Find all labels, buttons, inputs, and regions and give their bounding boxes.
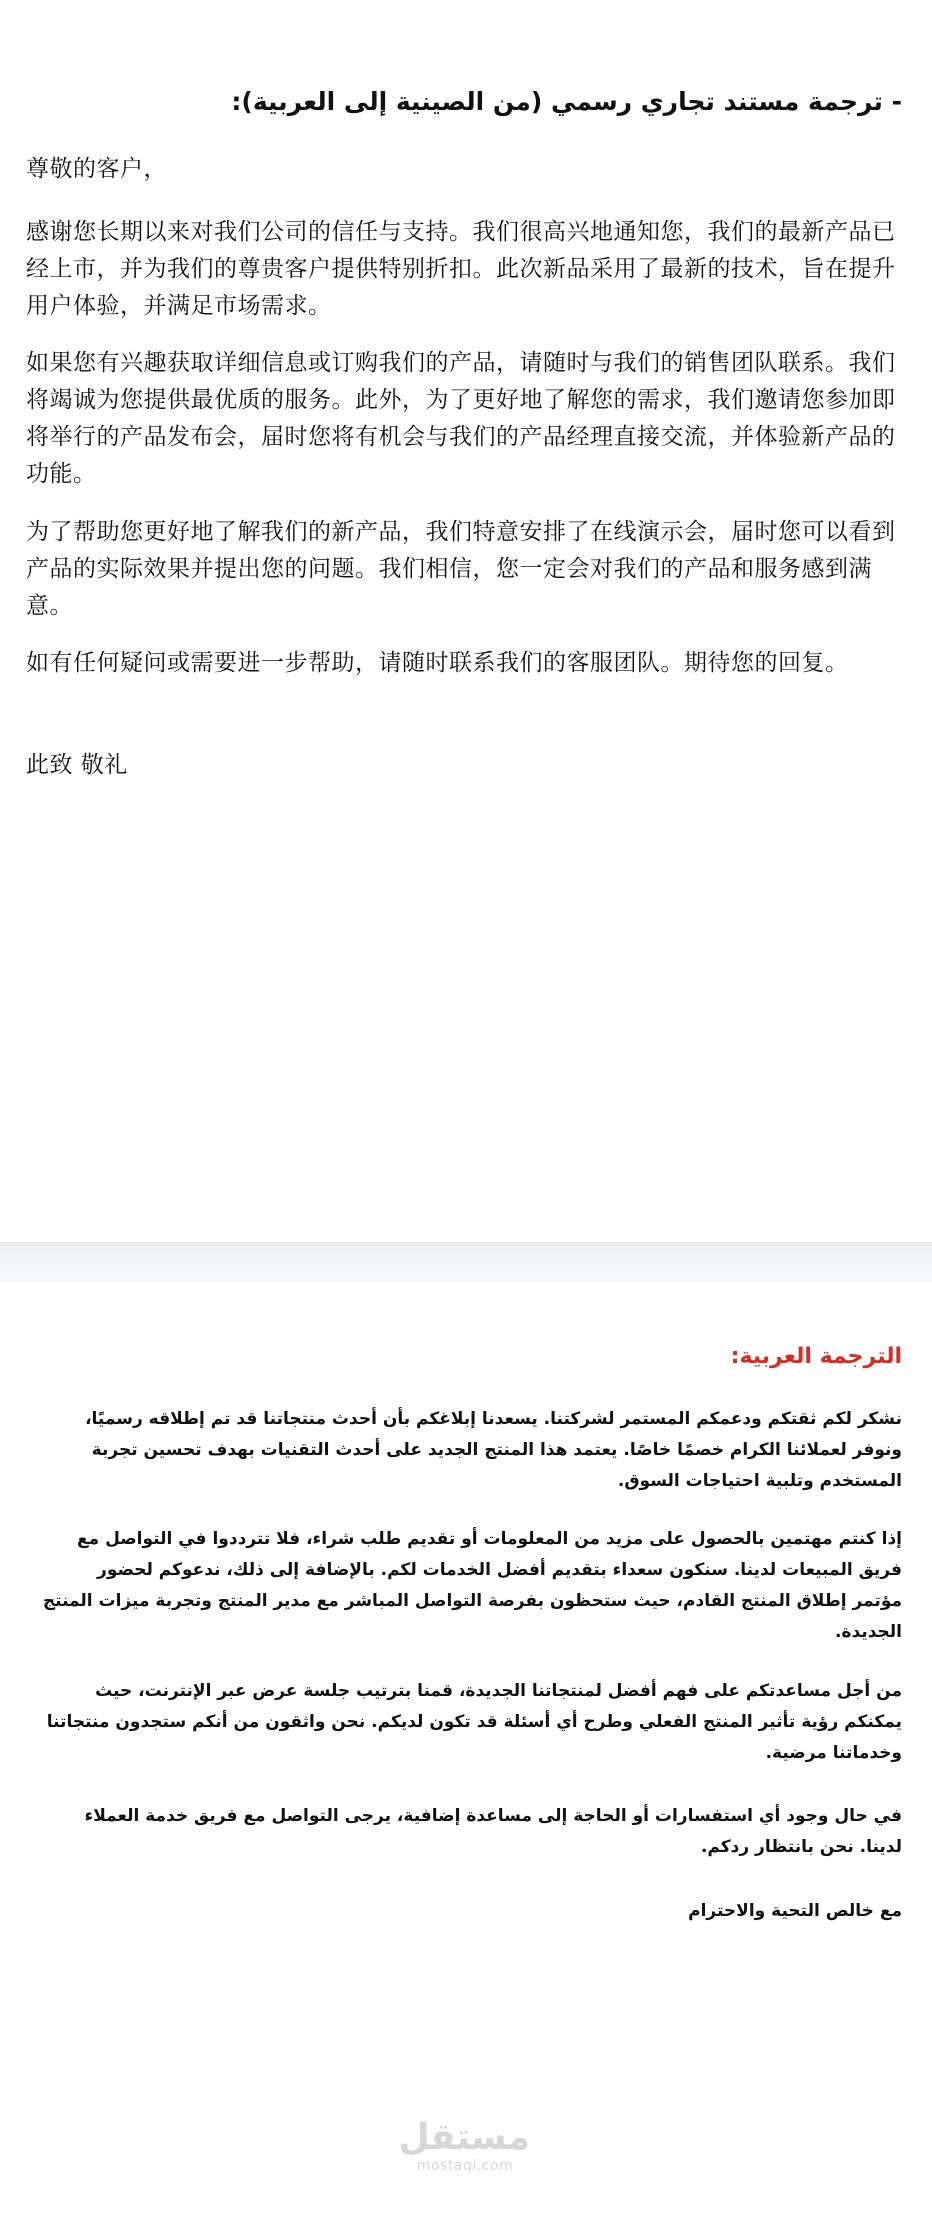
document-title: - ترجمة مستند تجاري رسمي (من الصينية إلى العربية):: [231, 87, 902, 116]
arabic-paragraph-1: نشكر لكم ثقتكم ودعمكم المستمر لشركتنا. يسعدنا إبلاغكم بأن أحدث منتجاتنا قد تم إطلاقه رسميًا، ونوفر لعملائنا الكرام خصمًا خاصًا. يعتمد هذا المنتج الجديد على أحدث التقنيات بهدف تحسين تجربة المستخدم وتلبية احتياجات السوق.: [85, 1409, 902, 1491]
watermark-logo-text: مستقل: [398, 2117, 530, 2158]
page-separator: [0, 1242, 932, 1283]
arabic-translation-heading: الترجمة العربية:: [730, 1344, 902, 1369]
arabic-paragraph-3: من أجل مساعدتكم على فهم أفضل لمنتجاتنا الجديدة، قمنا بترتيب جلسة عرض عبر الإنترنت، حيث يمكنكم رؤية تأثير المنتج الفعلي وطرح أي أسئلة قد تكون لديكم. نحن واثقون من أنكم ستجدون منتجاتنا وخدماتنا مرضية.: [46, 1681, 902, 1763]
arabic-paragraph-4: في حال وجود أي استفسارات أو الحاجة إلى مساعدة إضافية، يرجى التواصل مع فريق خدمة العملاء لدينا. نحن بانتظار ردكم.: [84, 1806, 902, 1857]
chinese-paragraph-1: 感谢您长期以来对我们公司的信任与支持。我们很高兴地通知您，我们的最新产品已经上市，并为我们的尊贵客户提供特别折扣。此次新品采用了最新的技术，旨在提升用户体验，并满足市场需求。: [26, 219, 896, 319]
chinese-greeting: 尊敬的客户，: [26, 156, 167, 182]
watermark-domain: mostaqi.com: [416, 2158, 514, 2174]
chinese-paragraph-4: 如有任何疑问或需要进一步帮助，请随时联系我们的客服团队。期待您的回复。: [26, 650, 849, 676]
mostaql-watermark-logo: [400, 2118, 530, 2174]
arabic-paragraph-2: إذا كنتم مهتمين بالحصول على مزيد من المعلومات أو تقديم طلب شراء، فلا تترددوا في التواصل مع فريق المبيعات لدينا. سنكون سعداء بتقديم أفضل الخدمات لكم. بالإضافة إلى ذلك، ندعوكم لحضور مؤتمر إطلاق المنتج القادم، حيث ستحظون بفرصة التواصل المباشر مع مدير المنتج وتجربة ميزات المنتج الجديدة.: [42, 1529, 902, 1642]
chinese-paragraph-2: 如果您有兴趣获取详细信息或订购我们的产品，请随时与我们的销售团队联系。我们将竭诚为您提供最优质的服务。此外，为了更好地了解您的需求，我们邀请您参加即将举行的产品发布会，届时您将有机会与我们的产品经理直接交流，并体验新产品的功能。: [26, 350, 896, 487]
chinese-closing: 此致 敬礼: [26, 752, 128, 778]
chinese-paragraph-3: 为了帮助您更好地了解我们的新产品，我们特意安排了在线演示会，届时您可以看到产品的实际效果并提出您的问题。我们相信，您一定会对我们的产品和服务感到满意。: [26, 519, 896, 619]
arabic-closing: مع خالص التحية والاحترام: [688, 1901, 902, 1921]
arabic-translation-page: [0, 1282, 932, 2240]
